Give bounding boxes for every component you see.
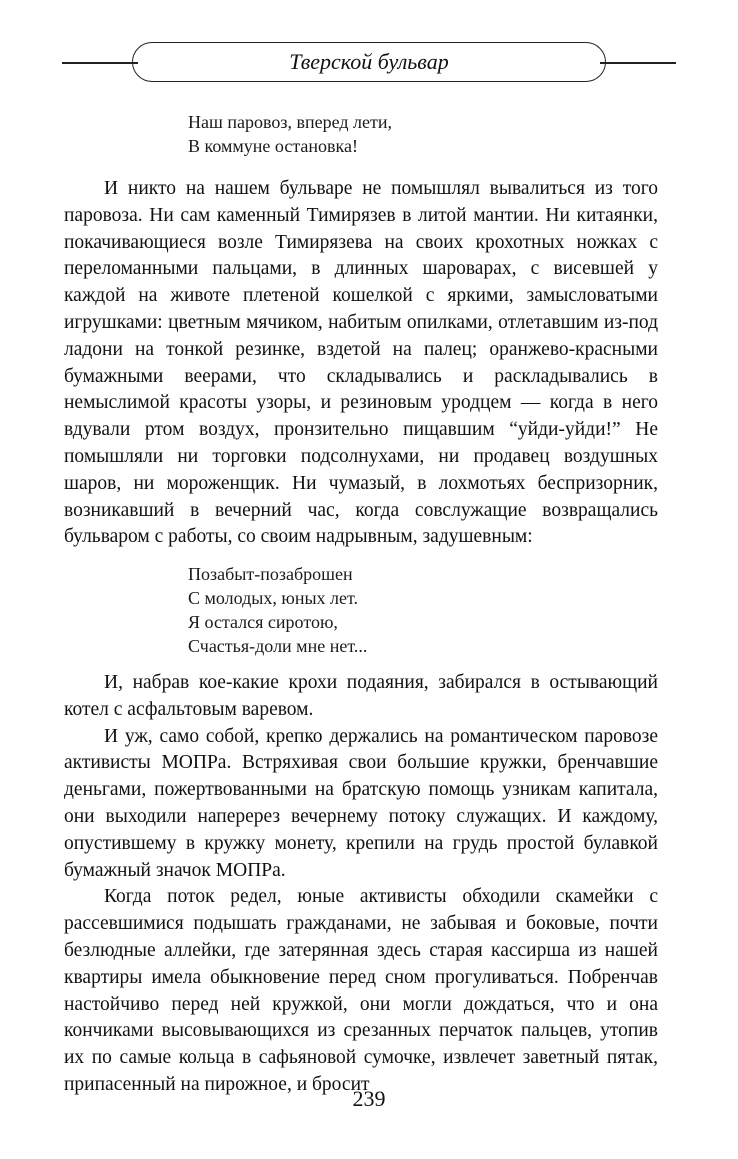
- paragraph: И, набрав кое-какие крохи подаяния, забирался в остывающий котел с асфальтовым варевом.: [64, 672, 658, 720]
- verse-line: В коммуне остановка!: [188, 136, 358, 156]
- paragraph: И уж, само собой, крепко держались на романтическом паровозе активисты МОПРа. Встряхивая свои большие кружки, бренчавшие деньгами, пожертвованными на братскую помощь узникам капитала, они выходили наперерез вечернему потоку служащих. И каждому, опустившему в кружку монету, крепили на грудь простой булавкой бумажный значок МОПРа.: [64, 725, 658, 881]
- paragraph: Когда поток редел, юные активисты обходили скамейки с рассевшимися подышать гражданами, не забывая и боковые, почти безлюдные аллейки, где затерянная здесь старая кассирша из нашей квартиры имела обыкновение перед сном прогуливаться. Побренчав настойчиво перед ней кружкой, они могли дождаться, что и она кончиками высовывающихся из срезанных перчаток пальцев, утопив их по самые кольца в сафьяновой сумочке, извлечет заветный пятак, припасенный на пирожное, и бросит: [64, 886, 658, 1095]
- prose-block-1: [64, 176, 658, 551]
- header-rule-left: [62, 62, 138, 64]
- header-rule-right: [600, 62, 676, 64]
- page-number: 239: [352, 1086, 386, 1111]
- verse-line: Позабыт-позаброшен: [188, 564, 353, 584]
- verse-block-1: [188, 110, 392, 158]
- prose-block-2: [64, 670, 658, 1099]
- verse-line: Я остался сиротою,: [188, 612, 338, 632]
- verse-block-2: [188, 562, 367, 658]
- verse-line: Наш паровоз, вперед лети,: [188, 112, 392, 132]
- paragraph: И никто на нашем бульваре не помышлял вывалиться из того паровоза. Ни сам каменный Тимирязев в литой мантии. Ни китаянки, покачивающиеся возле Тимирязева на своих крохотных ножках с переломанными пальцами, в длинных шароварах, с висевшей у каждой на животе плетеной кошелкой с яркими, замысловатыми игрушками: цветным мячиком, набитым опилками, отлетавшим из-под ладони на тонкой резинке, вздетой на палец; оранжево-красными бумажными веерами, что складывались и раскладывались в немыслимой красоты узоры, и резиновым уродцем — когда в него вдували ртом воздух, пронзительно пищавшим “уйди-уйди!” Не помышляли ни торговки подсолнухами, ни продавец воздушных шаров, ни мороженщик. Ни чумазый, в лохмотьях беспризорник, возникавший в вечерний час, когда совслужащие возвращались бульваром с работы, со своим надрывным, задушевным:: [64, 178, 658, 548]
- running-header: [62, 42, 676, 86]
- verse-line: Счастья-доли мне нет...: [188, 636, 368, 656]
- header-title: Тверской бульвар: [132, 42, 606, 82]
- verse-line: С молодых, юных лет.: [188, 588, 359, 608]
